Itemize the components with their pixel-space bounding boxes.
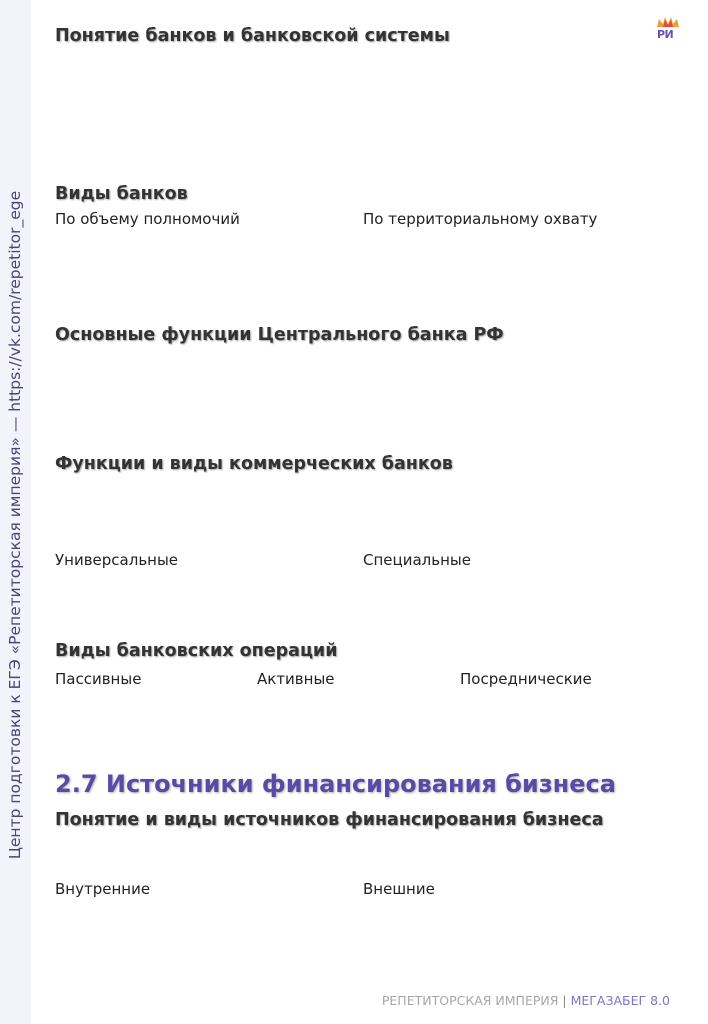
logo-letters: РИ [657, 28, 674, 41]
sidebar-caption: Центр подготовки к ЕГЭ «Репетиторская империя» — https://vk.com/repetitor_ege [6, 190, 24, 860]
financing-col2: Внешние [363, 880, 435, 898]
financing-col1: Внутренние [55, 880, 151, 898]
footer-brand: РЕПЕТИТОРСКАЯ ИМПЕРИЯ [381, 993, 559, 1008]
footer [382, 993, 670, 1008]
operations-col3: Посреднические [460, 670, 592, 688]
brand-logo [656, 17, 682, 45]
financing-heading: 2.7 Источники финансирования бизнеса [55, 770, 616, 798]
commercial-banks-col2: Специальные [363, 551, 471, 569]
bank-types-col1: По объему полномочий [55, 210, 240, 228]
section-title-commercial-banks: Функции и виды коммерческих банков [55, 454, 453, 474]
footer-event: МЕГАЗАБЕГ 8.0 [570, 993, 670, 1008]
commercial-banks-col1: Универсальные [55, 551, 179, 569]
bank-types-col2: По территориальному охвату [363, 210, 598, 228]
financing-subtitle: Понятие и виды источников финансирования бизнеса [55, 810, 604, 830]
footer-separator: | [562, 993, 567, 1008]
section-title-operations: Виды банковских операций [55, 641, 338, 661]
section-title-bank-types: Виды банков [55, 184, 188, 204]
section-title-central-bank: Основные функции Центрального банка РФ [55, 325, 504, 345]
operations-col2: Активные [257, 670, 335, 688]
operations-col1: Пассивные [55, 670, 142, 688]
crown-icon [657, 17, 679, 28]
section-title-banks-concept: Понятие банков и банковской системы [55, 26, 450, 46]
